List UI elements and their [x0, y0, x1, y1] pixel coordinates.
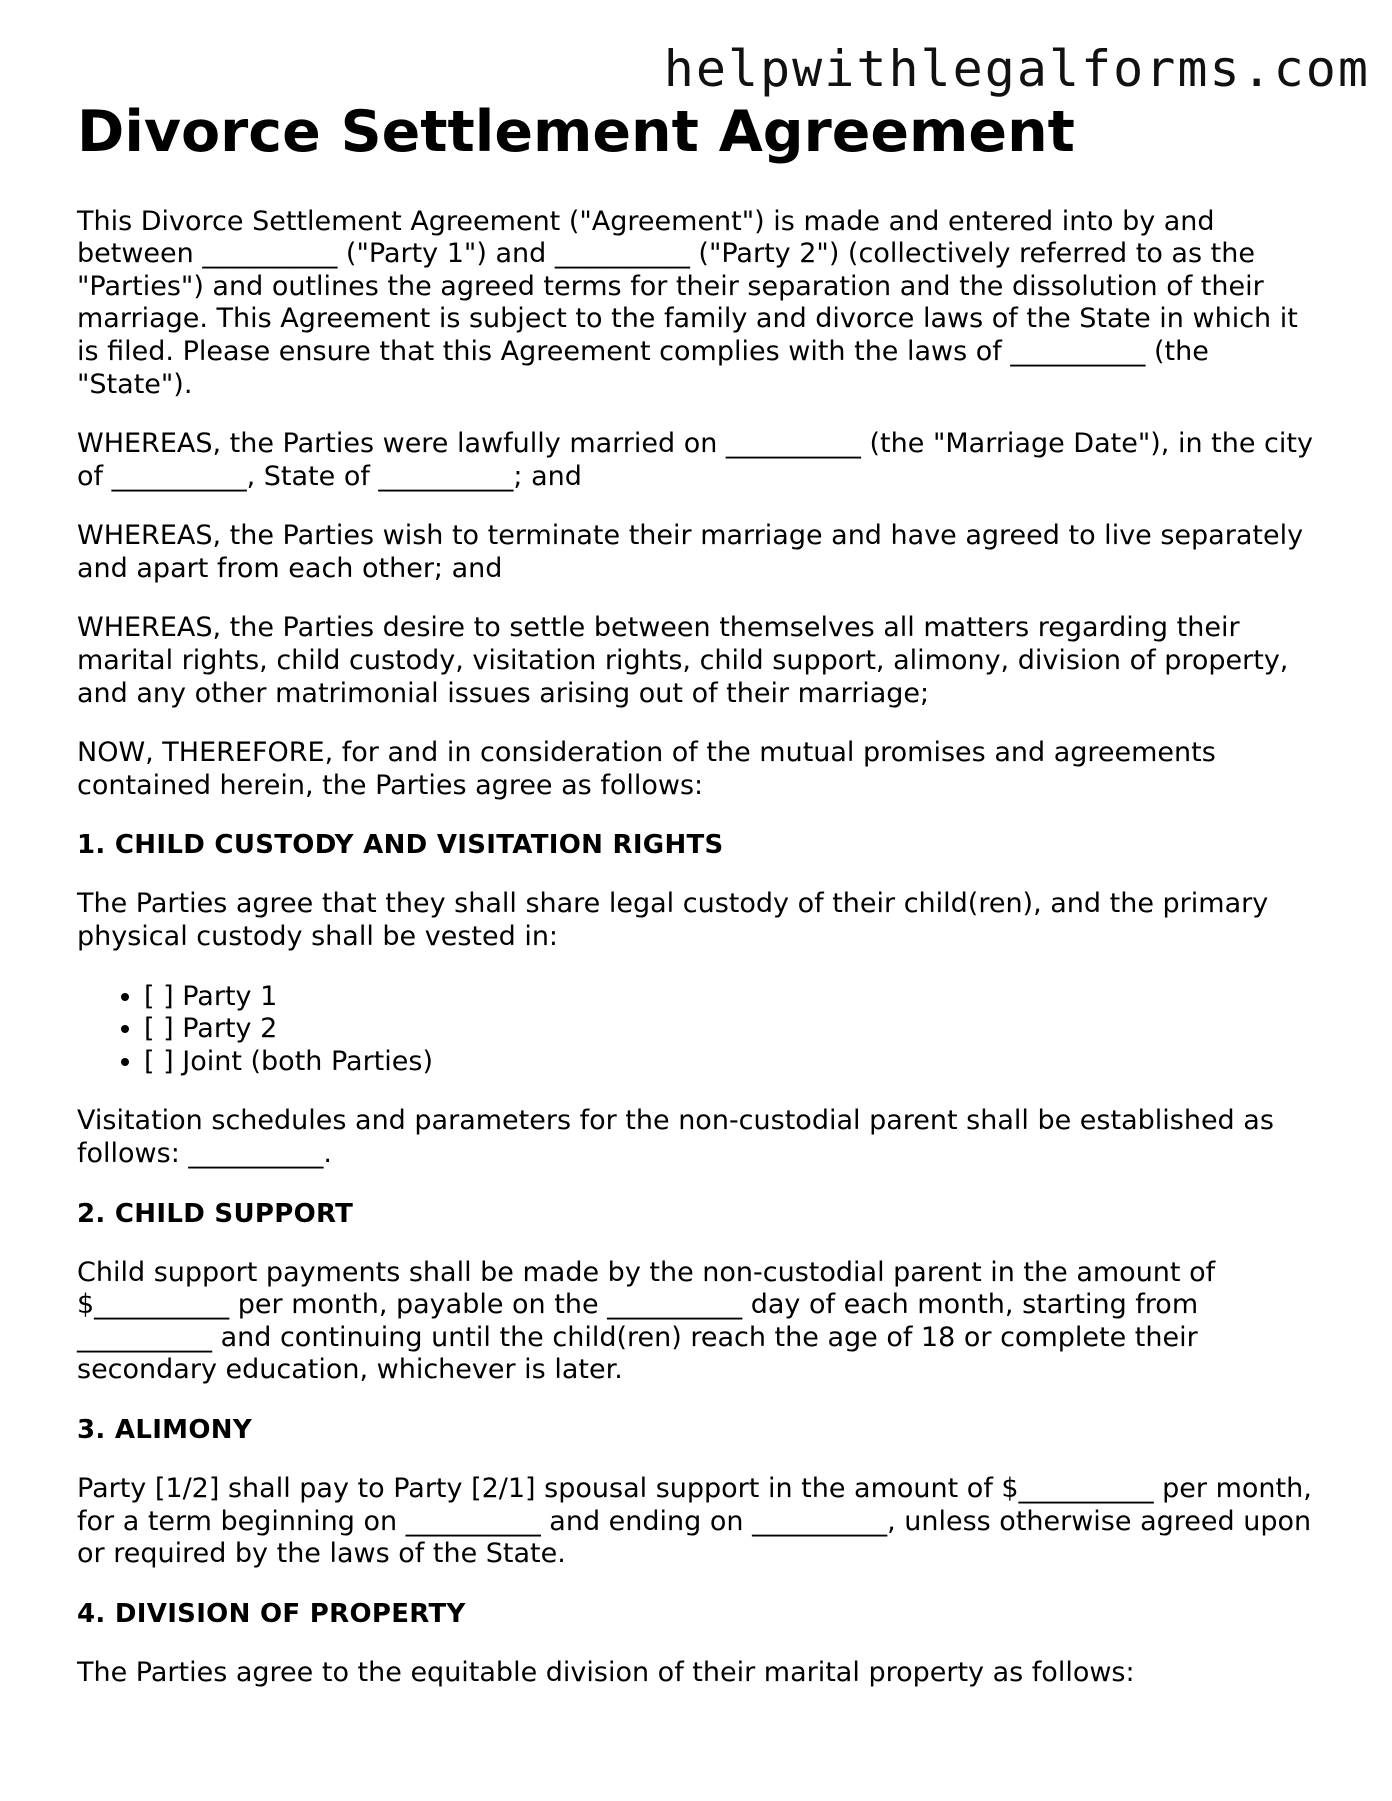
document-page [77, 100, 1317, 1716]
section-heading-alimony: 3. ALIMONY [77, 1414, 252, 1445]
section-heading-property: 4. DIVISION OF PROPERTY [77, 1598, 466, 1629]
custody-option-joint: • [ ] Joint (both Parties) [144, 1046, 1317, 1079]
property-paragraph: The Parties agree to the equitable division of their marital property as follows: [77, 1656, 1135, 1688]
custody-option-party-2: • [ ] Party 2 [144, 1013, 1317, 1046]
document-title: Divorce Settlement Agreement [77, 99, 1075, 165]
section-heading-child-support: 2. CHILD SUPPORT [77, 1198, 354, 1229]
intro-paragraph: This Divorce Settlement Agreement ("Agreement") is made and entered into by and between __________ ("Party 1") and __________ ("Party 2") (collectively referred to as the "Parties") and outlines the agreed terms for their separation and the dissolution of their marriage. This Agreement is subject to the family and divorce laws of the State in which it is filed. Please ensure that this Agreement complies with the laws of __________ (the "State"). [77, 205, 1298, 400]
custody-option-party-1: • [ ] Party 1 [144, 981, 1317, 1014]
visitation-paragraph: Visitation schedules and parameters for the non-custodial parent shall be established as follows: __________. [77, 1105, 1274, 1170]
alimony-paragraph: Party [1/2] shall pay to Party [2/1] spousal support in the amount of $__________ per month, for a term beginning on __________ and ending on __________, unless otherwise agreed upon or required by the laws of the State. [77, 1472, 1312, 1570]
site-watermark: helpwithlegalforms.com [663, 40, 1370, 98]
whereas-marriage-paragraph: WHEREAS, the Parties were lawfully married on __________ (the "Marriage Date"), in the city of __________, State of __________; and [77, 428, 1313, 492]
section-heading-custody: 1. CHILD CUSTODY AND VISITATION RIGHTS [77, 830, 724, 861]
whereas-terminate-paragraph: WHEREAS, the Parties wish to terminate their marriage and have agreed to live separately and apart from each other; and [77, 520, 1304, 584]
custody-intro-paragraph: The Parties agree that they shall share legal custody of their child(ren), and the primary physical custody shall be vested in: [77, 888, 1269, 953]
now-therefore-paragraph: NOW, THEREFORE, for and in consideration of the mutual promises and agreements contained herein, the Parties agree as follows: [77, 737, 1216, 801]
whereas-settle-paragraph: WHEREAS, the Parties desire to settle between themselves all matters regarding their marital rights, child custody, visitation rights, child support, alimony, division of property, and any other matrimonial issues arising out of their marriage; [77, 612, 1289, 709]
custody-options-list [77, 981, 1317, 1079]
child-support-paragraph: Child support payments shall be made by the non-custodial parent in the amount of $__________ per month, payable on the __________ day of each month, starting from __________ and continuing until the child(ren) reach the age of 18 or complete their secondary education, whichever is later. [77, 1256, 1216, 1386]
